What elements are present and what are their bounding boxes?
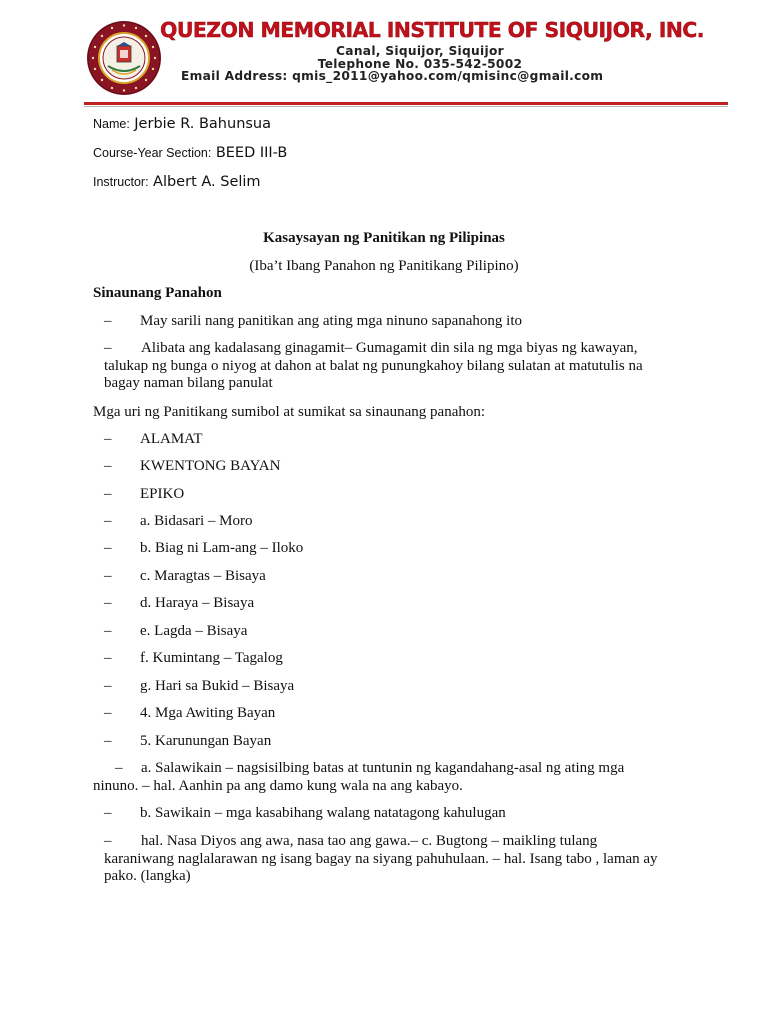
header-divider	[84, 102, 728, 105]
list-item	[104, 733, 271, 751]
list-dash: –	[104, 733, 112, 749]
list-item	[104, 623, 247, 641]
list-dash: –	[115, 760, 123, 776]
list-item	[104, 340, 664, 393]
list-item	[104, 458, 280, 476]
school-address: Canal, Siquijor, Siquijor	[336, 44, 504, 58]
name-label: Name:	[93, 117, 130, 131]
list-dash: –	[104, 805, 112, 821]
instructor-value: Albert A. Selim	[153, 174, 261, 190]
list-item-text: EPIKO	[140, 486, 185, 502]
list-dash: –	[104, 568, 112, 584]
course-label: Course-Year Section:	[93, 146, 212, 160]
list-item-text: b. Biag ni Lam-ang – Iloko	[140, 540, 304, 556]
list-item	[104, 568, 266, 586]
list-dash: –	[104, 486, 112, 502]
list-item-text: b. Sawikain – mga kasabihang walang natatagong kahulugan	[140, 805, 506, 821]
list-dash: –	[104, 458, 112, 474]
section-heading: Sinaunang Panahon	[93, 285, 222, 301]
list-item-text: f. Kumintang – Tagalog	[140, 650, 283, 666]
list-item	[104, 431, 203, 449]
list-item	[104, 486, 184, 504]
list-item-text: 5. Karunungan Bayan	[140, 733, 272, 749]
list-dash: –	[104, 678, 112, 694]
types-intro: Mga uri ng Panitikang sumibol at sumikat sa sinaunang panahon:	[93, 404, 486, 420]
list-dash: –	[104, 431, 112, 447]
list-item	[104, 313, 522, 331]
list-item-text: a. Salawikain – nagsisilbing batas at tuntunin ng kagandahang-asal ng ating mga ninuno. – hal. Aanhin pa ang damo kung wala na ang kabayo.	[93, 760, 625, 794]
list-dash: –	[104, 623, 112, 639]
list-dash: –	[104, 340, 112, 356]
list-dash: –	[104, 705, 112, 721]
list-item-text: a. Bidasari – Moro	[140, 513, 253, 529]
instructor-label: Instructor:	[93, 175, 149, 189]
list-item-text: ALAMAT	[140, 431, 203, 447]
list-item-text: c. Maragtas – Bisaya	[140, 568, 266, 584]
list-item-text: d. Haraya – Bisaya	[140, 595, 255, 611]
list-item	[93, 760, 653, 795]
list-item-text: May sarili nang panitikan ang ating mga ninuno sapanahong ito	[140, 313, 523, 329]
list-item	[104, 513, 252, 531]
school-seal-icon	[86, 20, 162, 96]
list-item	[104, 650, 283, 668]
school-name: QUEZON MEMORIAL INSTITUTE OF SIQUIJOR, INC.	[160, 18, 704, 42]
list-item-text: Alibata ang kadalasang ginagamit– Gumagamit din sila ng mga biyas ng kawayan, talukap ng bunga o niyog at dahon at balat ng punungkahoy bilang sulatan at matutulis na bagay naman bilang panulat	[104, 340, 643, 391]
list-dash: –	[104, 650, 112, 666]
list-dash: –	[104, 313, 112, 329]
list-item-text: e. Lagda – Bisaya	[140, 623, 248, 639]
course-line	[93, 144, 287, 162]
letterhead	[0, 0, 768, 110]
list-item	[104, 705, 275, 723]
student-name-line	[93, 115, 271, 133]
list-dash: –	[104, 833, 112, 849]
list-item-text: g. Hari sa Bukid – Bisaya	[140, 678, 295, 694]
list-item	[104, 833, 664, 886]
school-telephone: Telephone No. 035-542-5002	[317, 57, 523, 71]
name-value: Jerbie R. Bahunsua	[134, 116, 272, 132]
list-item-text: hal. Nasa Diyos ang awa, nasa tao ang gawa.– c. Bugtong – maikling tulang karaniwang naglalarawan ng isang bagay na siyang pahuhulaan. – hal. Isang tabo , laman ay pako. (langka)	[104, 833, 658, 884]
header-divider-shadow	[84, 106, 728, 107]
list-item	[104, 595, 254, 613]
list-item	[104, 540, 303, 558]
list-dash: –	[104, 595, 112, 611]
school-email: Email Address: qmis_2011@yahoo.com/qmisinc@gmail.com	[181, 69, 604, 83]
list-item	[104, 805, 506, 823]
list-dash: –	[104, 540, 112, 556]
list-dash: –	[104, 513, 112, 529]
instructor-line	[93, 173, 261, 191]
list-item-text: 4. Mga Awiting Bayan	[140, 705, 276, 721]
course-value: BEED III-B	[215, 145, 288, 161]
document-subtitle: (Iba’t Ibang Panahon ng Panitikang Pilipino)	[249, 258, 519, 274]
list-item	[104, 678, 294, 696]
document-title: Kasaysayan ng Panitikan ng Pilipinas	[263, 230, 505, 246]
list-item-text: KWENTONG BAYAN	[140, 458, 281, 474]
